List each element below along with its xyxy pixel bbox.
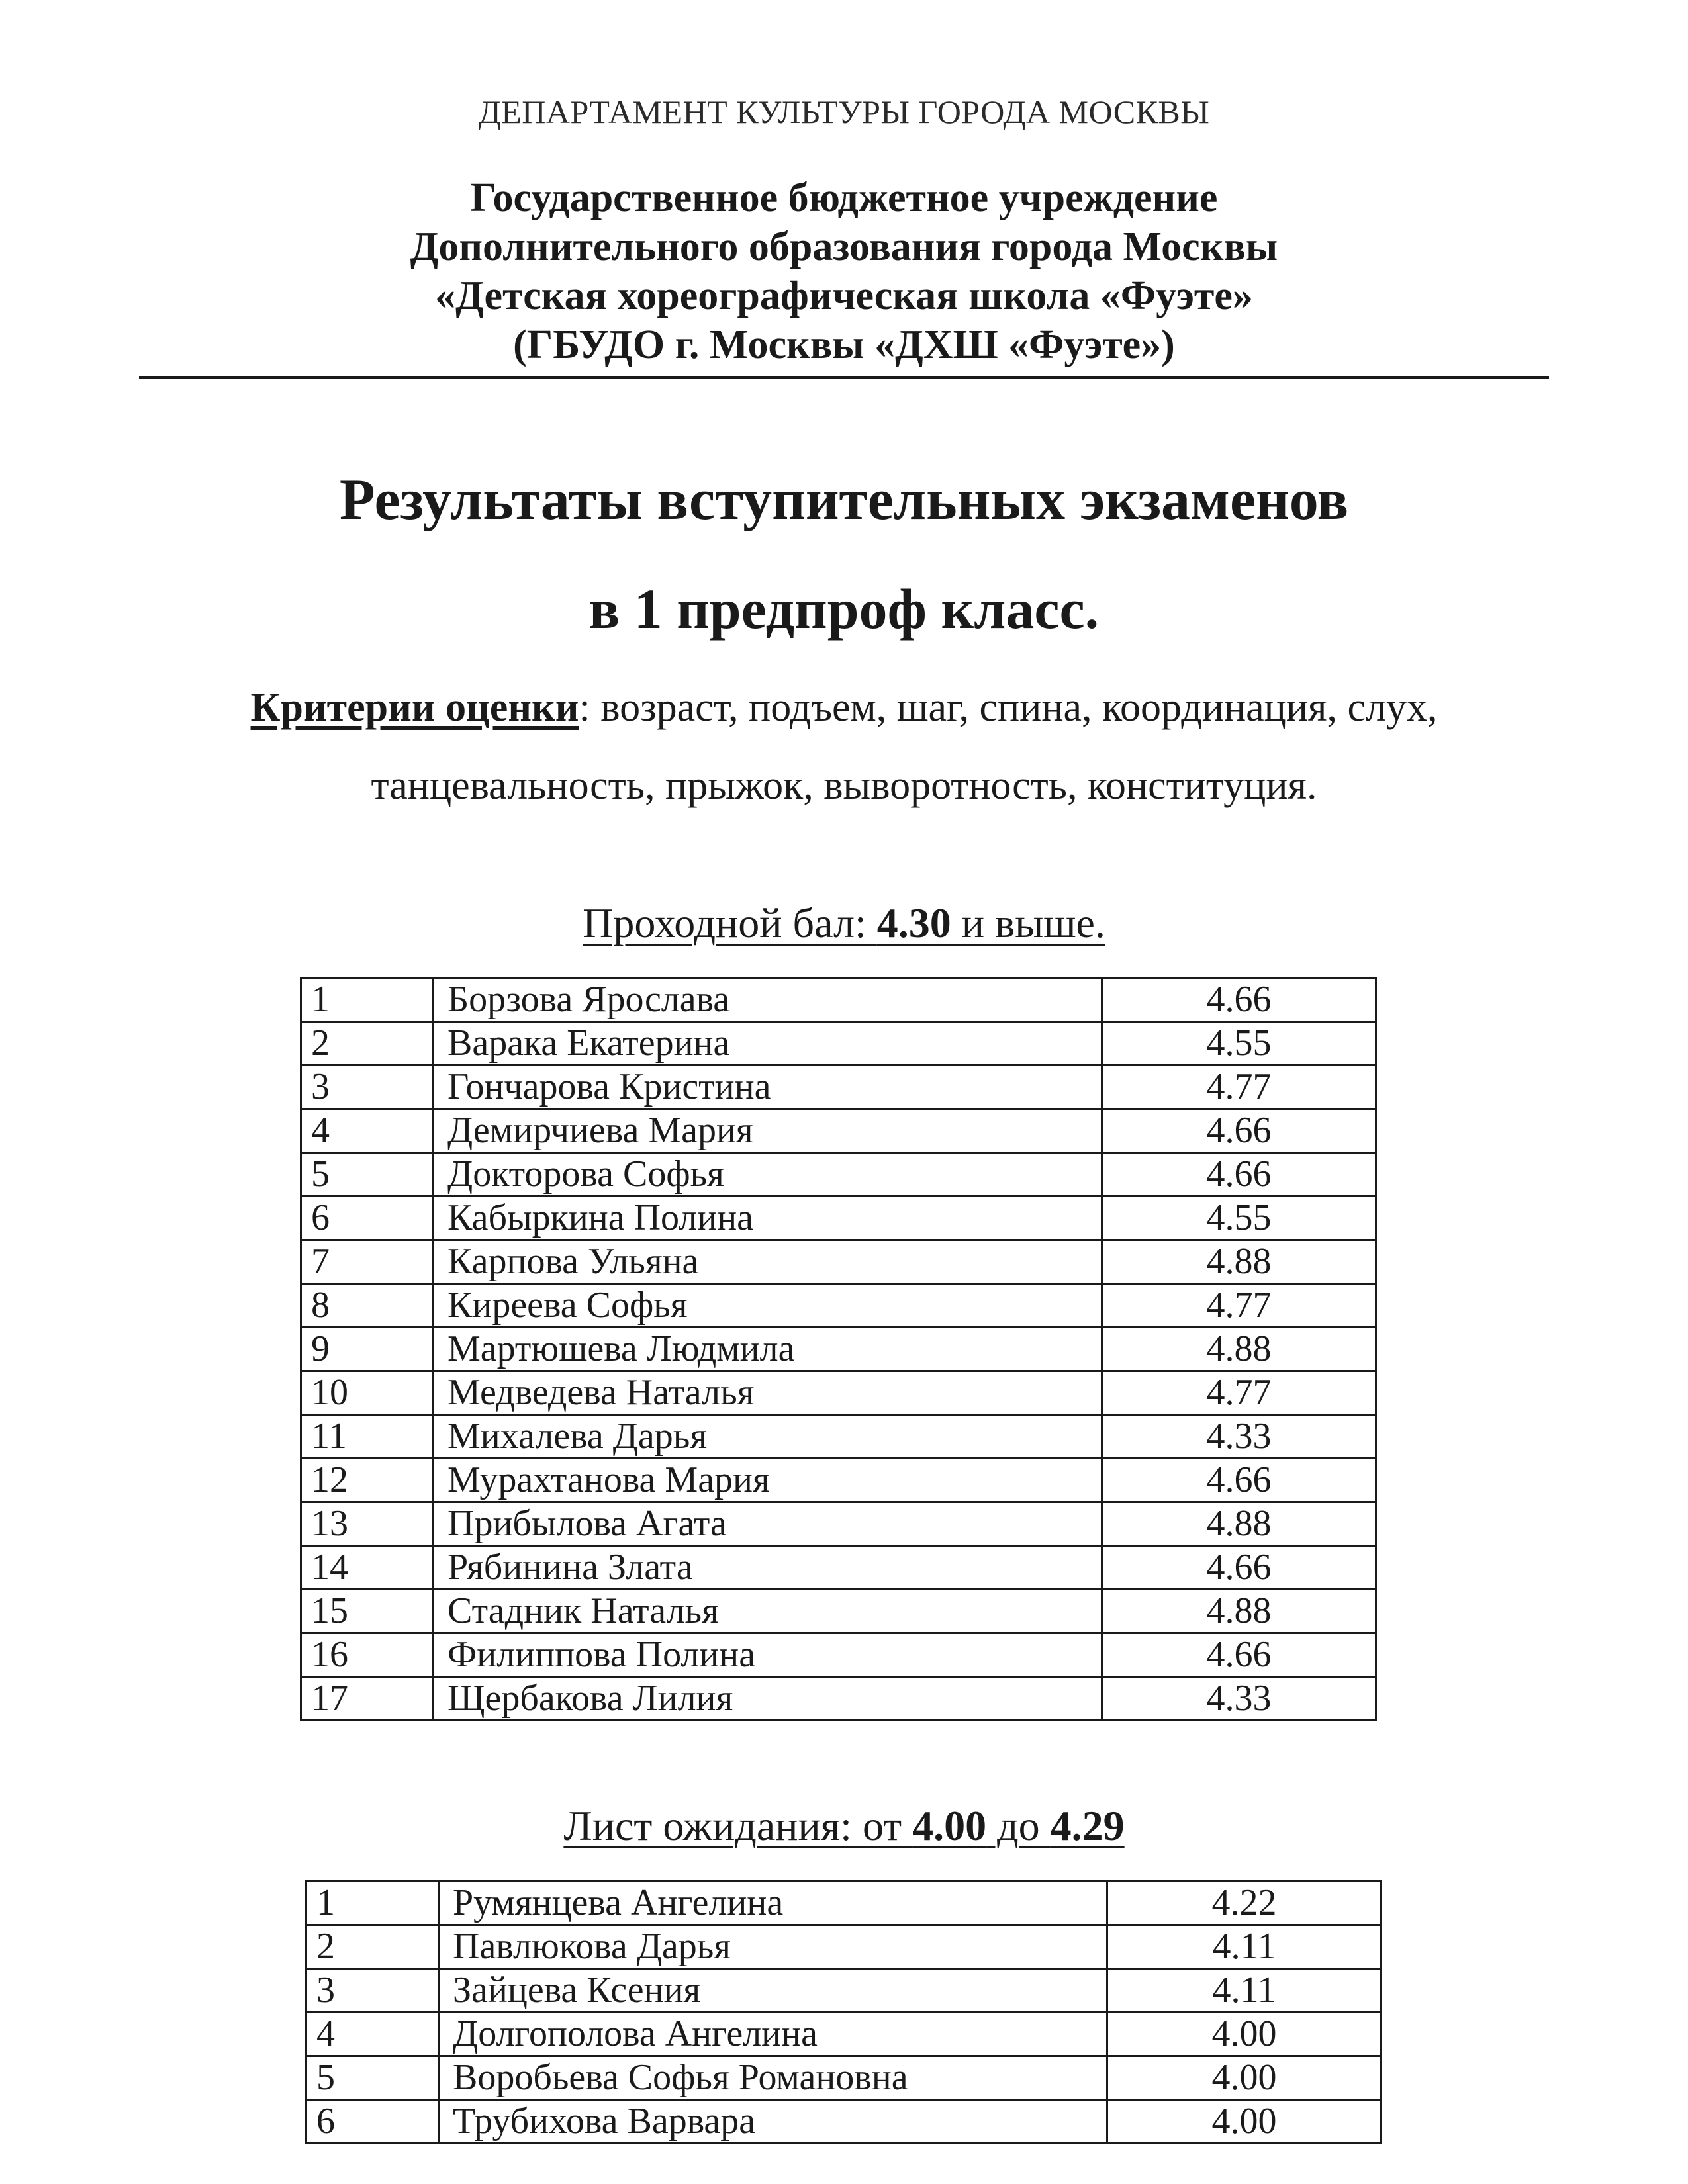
student-name: Михалева Дарья: [434, 1415, 1102, 1459]
student-score: 4.88: [1102, 1240, 1376, 1284]
row-number: 17: [301, 1677, 434, 1721]
row-number: 3: [306, 1969, 439, 2013]
table-row: [306, 1925, 1382, 1969]
criteria-text: : возраст, подъем, шаг, спина, координация, слух,: [579, 685, 1438, 730]
row-number: 2: [306, 1925, 439, 1969]
row-number: 12: [301, 1459, 434, 1502]
student-score: 4.55: [1102, 1022, 1376, 1066]
student-name: Долгополова Ангелина: [439, 2013, 1107, 2056]
table-row: [306, 2056, 1382, 2100]
row-number: 16: [301, 1633, 434, 1677]
row-number: 7: [301, 1240, 434, 1284]
student-score: 4.88: [1102, 1328, 1376, 1371]
student-score: 4.66: [1102, 1153, 1376, 1197]
row-number: 6: [301, 1197, 434, 1240]
student-score: 4.66: [1102, 1546, 1376, 1590]
student-name: Рябинина Злата: [434, 1546, 1102, 1590]
table-row: [306, 1969, 1382, 2013]
row-number: 3: [301, 1066, 434, 1109]
org-line: «Детская хореографическая школа «Фуэте»: [435, 273, 1253, 318]
student-name: Гончарова Кристина: [434, 1066, 1102, 1109]
row-number: 8: [301, 1284, 434, 1328]
student-score: 4.66: [1102, 1109, 1376, 1153]
student-name: Щербакова Лилия: [434, 1677, 1102, 1721]
student-name: Прибылова Агата: [434, 1502, 1102, 1546]
passing-score-value: 4.30: [876, 899, 951, 946]
row-number: 6: [306, 2100, 439, 2144]
heading-text: до: [986, 1802, 1051, 1849]
row-number: 2: [301, 1022, 434, 1066]
student-name: Воробьева Софья Романовна: [439, 2056, 1107, 2100]
student-name: Демирчиева Мария: [434, 1109, 1102, 1153]
student-score: 4.22: [1107, 1882, 1382, 1925]
student-name: Варака Екатерина: [434, 1022, 1102, 1066]
student-name: Мурахтанова Мария: [434, 1459, 1102, 1502]
student-name: Зайцева Ксения: [439, 1969, 1107, 2013]
heading-text: Лист ожидания: от: [563, 1802, 913, 1849]
student-score: 4.11: [1107, 1969, 1382, 2013]
page-subtitle: в 1 предпроф класс.: [588, 577, 1100, 641]
heading-text: и выше.: [951, 899, 1105, 946]
student-name: Филиппова Полина: [434, 1633, 1102, 1677]
student-score: 4.00: [1107, 2056, 1382, 2100]
student-name: Борзова Ярослава: [434, 978, 1102, 1022]
row-number: 9: [301, 1328, 434, 1371]
waiting-to-value: 4.29: [1050, 1802, 1125, 1849]
page-title: Результаты вступительных экзаменов: [339, 468, 1349, 532]
waiting-list-table: [305, 1880, 1382, 2144]
row-number: 4: [301, 1109, 434, 1153]
heading-text: Проходной бал:: [583, 899, 877, 946]
row-number: 5: [301, 1153, 434, 1197]
waiting-from-value: 4.00: [912, 1802, 987, 1849]
table-row: [306, 2013, 1382, 2056]
row-number: 10: [301, 1371, 434, 1415]
waiting-list-body: [306, 1882, 1382, 2144]
student-name: Медведева Наталья: [434, 1371, 1102, 1415]
row-number: 5: [306, 2056, 439, 2100]
row-number: 11: [301, 1415, 434, 1459]
row-number: 1: [301, 978, 434, 1022]
row-number: 1: [306, 1882, 439, 1925]
student-score: 4.11: [1107, 1925, 1382, 1969]
student-score: 4.00: [1107, 2100, 1382, 2144]
student-score: 4.66: [1102, 1633, 1376, 1677]
student-score: 4.66: [1102, 1459, 1376, 1502]
student-score: 4.77: [1102, 1066, 1376, 1109]
org-line: Государственное бюджетное учреждение: [470, 175, 1218, 220]
student-name: Румянцева Ангелина: [439, 1882, 1107, 1925]
row-number: 4: [306, 2013, 439, 2056]
student-score: 4.55: [1102, 1197, 1376, 1240]
student-score: 4.88: [1102, 1502, 1376, 1546]
student-name: Павлюкова Дарья: [439, 1925, 1107, 1969]
org-line: (ГБУДО г. Москвы «ДХШ «Фуэте»): [513, 322, 1175, 367]
org-line: Дополнительного образования города Москвы: [410, 224, 1278, 269]
student-name: Карпова Ульяна: [434, 1240, 1102, 1284]
criteria-label: Критерии оценки: [250, 685, 579, 730]
row-number: 15: [301, 1590, 434, 1633]
student-name: Киреева Софья: [434, 1284, 1102, 1328]
student-name: Докторова Софья: [434, 1153, 1102, 1197]
student-score: 4.88: [1102, 1590, 1376, 1633]
student-score: 4.66: [1102, 978, 1376, 1022]
student-name: Стадник Наталья: [434, 1590, 1102, 1633]
row-number: 13: [301, 1502, 434, 1546]
table-row: [306, 2100, 1382, 2144]
student-score: 4.00: [1107, 2013, 1382, 2056]
student-name: Кабыркина Полина: [434, 1197, 1102, 1240]
criteria-line: танцевальность, прыжок, выворотность, конституция.: [371, 763, 1317, 808]
student-score: 4.77: [1102, 1371, 1376, 1415]
student-name: Трубихова Варвара: [439, 2100, 1107, 2144]
table-row: [306, 1882, 1382, 1925]
student-score: 4.33: [1102, 1415, 1376, 1459]
student-name: Мартюшева Людмила: [434, 1328, 1102, 1371]
student-score: 4.33: [1102, 1677, 1376, 1721]
row-number: 14: [301, 1546, 434, 1590]
department-name: ДЕПАРТАМЕНТ КУЛЬТУРЫ ГОРОДА МОСКВЫ: [478, 93, 1210, 130]
student-score: 4.77: [1102, 1284, 1376, 1328]
